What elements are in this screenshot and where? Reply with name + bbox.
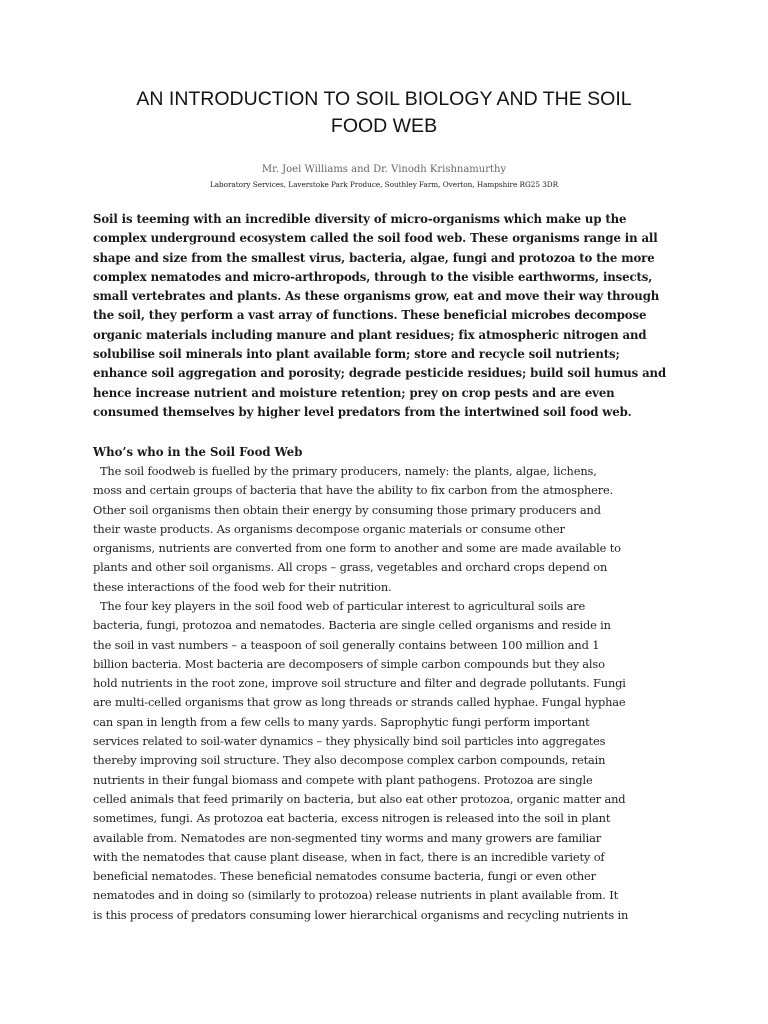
paragraph-line: moss and certain groups of bacteria that have the ability to fix carbon from the atmosphere. [93,483,614,498]
paragraph-line: The soil foodweb is fuelled by the primary producers, namely: the plants, algae, lichens, [93,464,597,478]
document-title [60,86,708,140]
paragraph-line: the soil in vast numbers – a teaspoon of soil generally contains between 100 million and 1 [93,637,600,652]
paragraph-line: celled animals that feed primarily on bacteria, but also eat other protozoa, organic matter and [93,791,626,806]
abstract-line: small vertebrates and plants. As these organisms grow, eat and move their way through [93,289,660,304]
abstract-line: shape and size from the smallest virus, bacteria, algae, fungi and protozoa to the more [93,250,655,265]
body-paragraph-1 [93,462,693,597]
paragraph-line: services related to soil-water dynamics – they physically bind soil particles into aggregates [93,734,606,749]
paragraph-line: is this process of predators consuming lower hierarchical organisms and recycling nutrients in [93,907,629,922]
paragraph-line: their waste products. As organisms decompose organic materials or consume other [93,521,565,536]
paragraph-line: nematodes and in doing so (similarly to protozoa) release nutrients in plant available from. It [93,888,619,903]
abstract-line: consumed themselves by higher level predators from the intertwined soil food web. [93,404,632,419]
paragraph-line: The four key players in the soil food web of particular interest to agricultural soils are [93,599,586,613]
abstract-line: complex underground ecosystem called the soil food web. These organisms range in all [93,231,658,246]
paragraph-line: hold nutrients in the root zone, improve soil structure and filter and degrade pollutants. Fungi [93,676,626,691]
paragraph-line: thereby improving soil structure. They also decompose complex carbon compounds, retain [93,753,606,768]
authors-line: Mr. Joel Williams and Dr. Vinodh Krishnamurthy [261,164,507,175]
paragraph-line: are multi-celled organisms that grow as long threads or strands called hyphae. Fungal hyphae [93,695,626,710]
abstract-paragraph [93,210,693,422]
abstract-line: organic materials including manure and plant residues; fix atmospheric nitrogen and [93,327,647,342]
paragraph-line: beneficial nematodes. These beneficial nematodes consume bacteria, fungi or even other [93,869,596,884]
abstract-line: the soil, they perform a vast array of functions. These beneficial microbes decompose [93,308,647,323]
abstract-line: enhance soil aggregation and porosity; degrade pesticide residues; build soil humus and [93,366,667,381]
title-line-1: AN INTRODUCTION TO SOIL BIOLOGY AND THE SOIL [136,88,632,110]
paragraph-line: sometimes, fungi. As protozoa eat bacteria, excess nitrogen is released into the soil in plant [93,811,611,826]
affiliation-line: Laboratory Services, Laverstoke Park Produce, Southley Farm, Overton, Hampshire RG25 3DR [209,180,559,189]
paragraph-line: can span in length from a few cells to many yards. Saprophytic fungi perform important [93,714,590,729]
abstract-line: hence increase nutrient and moisture retention; prey on crop pests and are even [93,385,615,400]
paragraph-line: billion bacteria. Most bacteria are decomposers of simple carbon compounds but they also [93,656,605,671]
paragraph-line: organisms, nutrients are converted from one form to another and some are made available to [93,541,621,556]
abstract-line: complex nematodes and micro-arthropods, through to the visible earthworms, insects, [93,269,653,284]
paragraph-line: with the nematodes that cause plant disease, when in fact, there is an incredible variety of [93,849,605,864]
section-heading: Who’s who in the Soil Food Web [93,445,303,459]
paragraph-line: Other soil organisms then obtain their energy by consuming those primary producers and [93,502,601,517]
paragraph-line: available from. Nematodes are non-segmented tiny worms and many growers are familiar [93,830,602,845]
paragraph-line: bacteria, fungi, protozoa and nematodes. Bacteria are single celled organisms and reside in [93,618,611,633]
abstract-line: Soil is teeming with an incredible diversity of micro-organisms which make up the [93,212,627,226]
paragraph-line: these interactions of the food web for their nutrition. [93,579,392,594]
paragraph-line: plants and other soil organisms. All crops – grass, vegetables and orchard crops depend on [93,560,608,575]
paragraph-line: nutrients in their fungal biomass and compete with plant pathogens. Protozoa are single [93,772,593,787]
title-line-2: FOOD WEB [330,115,438,137]
abstract-line: solubilise soil minerals into plant available form; store and recycle soil nutrients; [93,347,620,362]
body-paragraph-2 [93,597,693,925]
